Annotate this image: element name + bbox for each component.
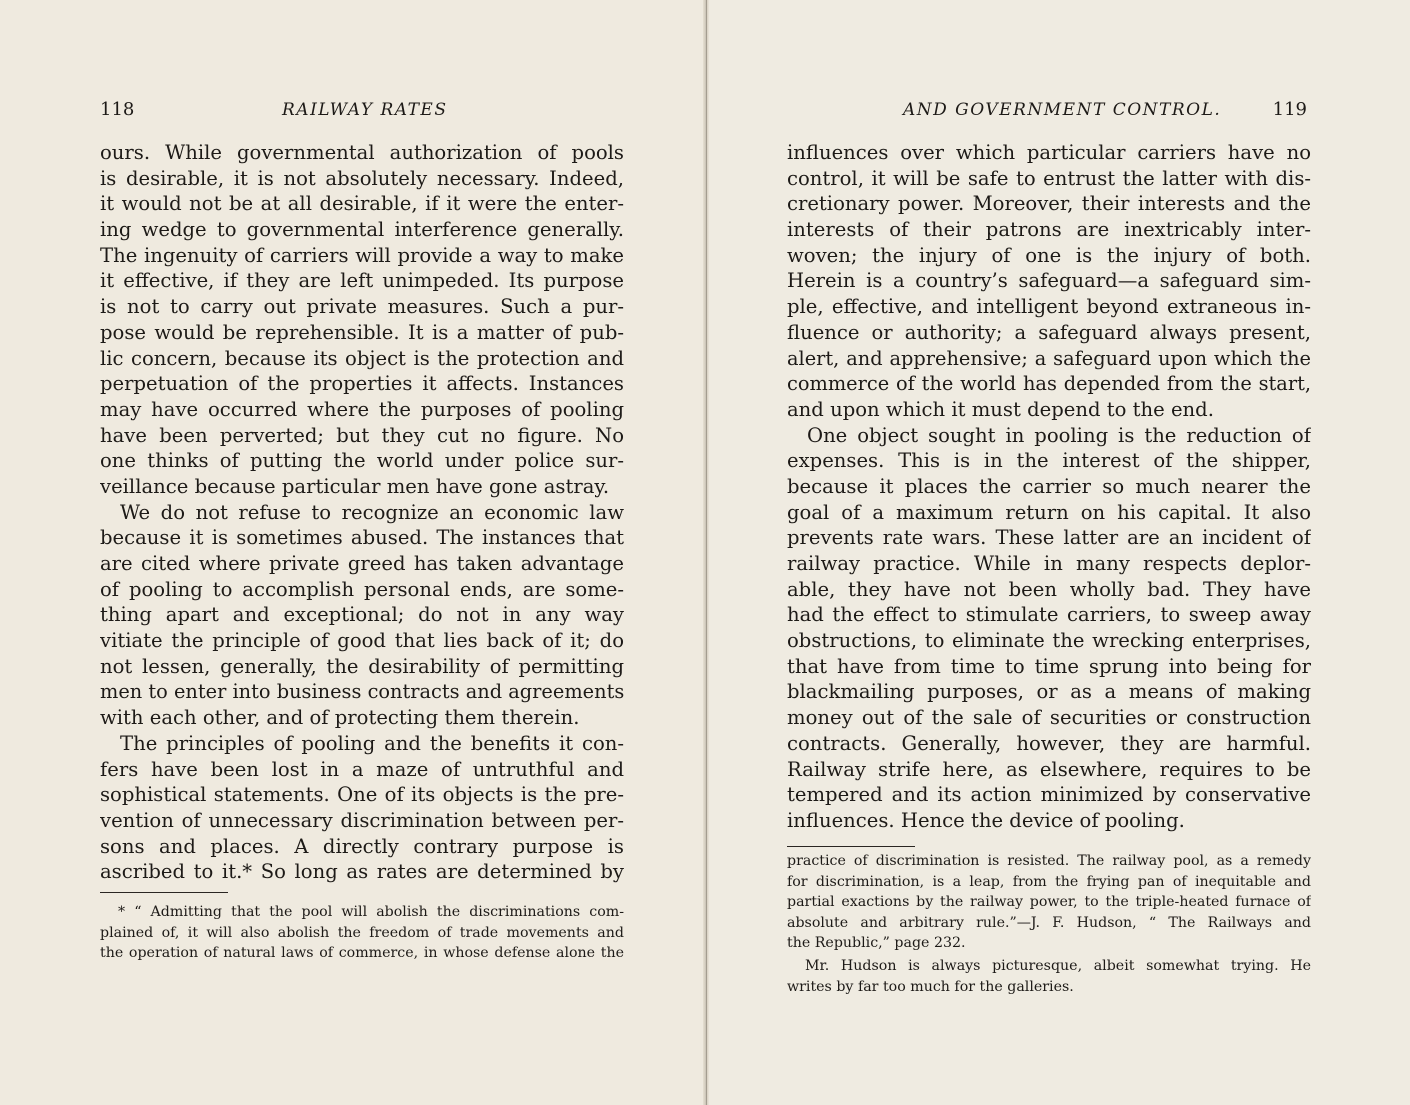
text-line: vitiate the principle of good that lies back of it; do [100, 629, 624, 653]
right-footnote [787, 851, 1311, 997]
text-line: had the effect to stimulate carriers, to sweep away [787, 603, 1311, 627]
text-line: We do not refuse to recognize an economic law [120, 500, 624, 524]
text-line: One object sought in pooling is the reduction of [807, 423, 1311, 447]
text-line: expenses. This is in the interest of the shipper, [787, 449, 1311, 473]
footnote-line: writes by far too much for the galleries. [787, 978, 1074, 995]
footnote-line: practice of discrimination is resisted. The railway pool, as a remedy [787, 853, 1311, 869]
text-line: tempered and its action minimized by conservative [787, 783, 1311, 807]
text-line: not lessen, generally, the desirability of permitting [100, 654, 624, 678]
footnote-line: the Republic,” page 232. [787, 935, 966, 952]
left-page-header [100, 98, 624, 122]
text-line: fluence or authority; a safeguard always present, [787, 320, 1311, 344]
text-line: and upon which it must depend to the end. [787, 397, 1214, 421]
footnote-line: the operation of natural laws of commerce, in whose defense alone the [100, 945, 624, 962]
text-line: interests of their patrons are inextricably inter- [787, 218, 1311, 242]
text-line: veillance because particular men have gone astray. [100, 474, 610, 498]
text-line: sophistical statements. One of its objects is the pre- [100, 783, 624, 807]
text-line: railway practice. While in many respects deplor- [787, 552, 1311, 575]
text-line: contracts. Generally, however, they are harmful. [787, 731, 1311, 755]
text-line: of pooling to accomplish personal ends, are some- [100, 577, 624, 601]
text-line: blackmailing purposes, or as a means of making [787, 680, 1311, 704]
text-line: that have from time to time sprung into being for [787, 654, 1311, 678]
footnote-line: Mr. Hudson is always picturesque, albeit somewhat trying. He [805, 957, 1311, 974]
text-line: Railway strife here, as elsewhere, requires to be [787, 757, 1311, 781]
text-line: Herein is a country’s safeguard—a safeguard sim- [787, 269, 1311, 293]
page-number: 119 [1272, 99, 1307, 120]
text-line: The ingenuity of carriers will provide a way to make [100, 243, 624, 267]
text-line: ple, effective, and intelligent beyond extraneous in- [787, 295, 1311, 319]
footnote-rule [787, 846, 915, 847]
text-line: influences over which particular carriers have no [787, 141, 1311, 164]
footnote-line: * “ Admitting that the pool will abolish the discriminations com- [118, 904, 624, 920]
right-page-header [787, 98, 1311, 122]
left-footnote [100, 902, 624, 964]
text-line: prevents rate wars. These latter are an incident of [787, 526, 1311, 550]
text-line: have been perverted; but they cut no figure. No [100, 423, 624, 447]
text-line: pose would be reprehensible. It is a matter of pub- [100, 320, 624, 344]
text-line: commerce of the world has depended from the start, [787, 372, 1311, 396]
text-line: thing apart and exceptional; do not in any way [100, 603, 624, 627]
footnote-line: partial exactions by the railway power, to the triple-heated furnace of [787, 894, 1311, 911]
footnote-rule [100, 892, 228, 893]
text-line: alert, and apprehensive; a safeguard upon which the [787, 346, 1311, 370]
text-line: are cited where private greed has taken advantage [100, 552, 624, 575]
text-line: lic concern, because its object is the protection and [100, 346, 624, 370]
text-line: one thinks of putting the world under police sur- [100, 449, 624, 473]
page-number: 118 [100, 99, 135, 120]
text-line: is not to carry out private measures. Such a pur- [100, 295, 624, 319]
left-page [0, 0, 703, 1105]
text-line: woven; the injury of one is the injury of both. [787, 243, 1311, 267]
text-line: fers have been lost in a maze of untruthful and [100, 757, 624, 781]
left-page-body [100, 140, 624, 885]
text-line: men to enter into business contracts and agreements [100, 680, 624, 704]
text-line: vention of unnecessary discrimination between per- [100, 808, 624, 832]
footnote-line: plained of, it will also abolish the freedom of trade movements and [100, 924, 624, 941]
text-line: because it places the carrier so much nearer the [787, 474, 1311, 498]
text-line: ascribed to it.* So long as rates are determined by [100, 860, 624, 884]
text-line: sons and places. A directly contrary purpose is [100, 834, 624, 858]
text-line: cretionary power. Moreover, their interests and the [787, 192, 1311, 216]
text-line: goal of a maximum return on his capital. It also [787, 500, 1311, 524]
right-page-body [787, 140, 1311, 834]
text-line: obstructions, to eliminate the wrecking enterprises, [787, 629, 1311, 653]
footnote-line: for discrimination, is a leap, from the frying pan of inequitable and [787, 873, 1311, 890]
text-line: with each other, and of protecting them therein. [100, 706, 580, 730]
text-line: influences. Hence the device of pooling. [787, 808, 1185, 832]
text-line: is desirable, it is not absolutely necessary. Indeed, [100, 166, 624, 190]
text-line: ours. While governmental authorization of pools [100, 141, 624, 164]
text-line: control, it will be safe to entrust the latter with dis- [787, 166, 1311, 190]
text-line: it effective, if they are left unimpeded. Its purpose [100, 269, 624, 293]
text-line: ing wedge to governmental interference generally. [100, 218, 624, 242]
text-line: because it is sometimes abused. The instances that [100, 526, 624, 550]
running-head: RAILWAY RATES [282, 100, 448, 120]
text-line: able, they have not been wholly bad. They have [787, 577, 1311, 601]
right-page [709, 0, 1410, 1105]
text-line: The principles of pooling and the benefits it con- [120, 731, 624, 755]
text-line: money out of the sale of securities or construction [787, 706, 1311, 730]
text-line: it would not be at all desirable, if it were the enter- [100, 192, 624, 216]
text-line: perpetuation of the properties it affects. Instances [100, 372, 624, 396]
text-line: may have occurred where the purposes of pooling [100, 397, 624, 421]
footnote-line: absolute and arbitrary rule.”—J. F. Hudson, “ The Railways and [787, 914, 1311, 931]
running-head: AND GOVERNMENT CONTROL. [903, 100, 1222, 120]
